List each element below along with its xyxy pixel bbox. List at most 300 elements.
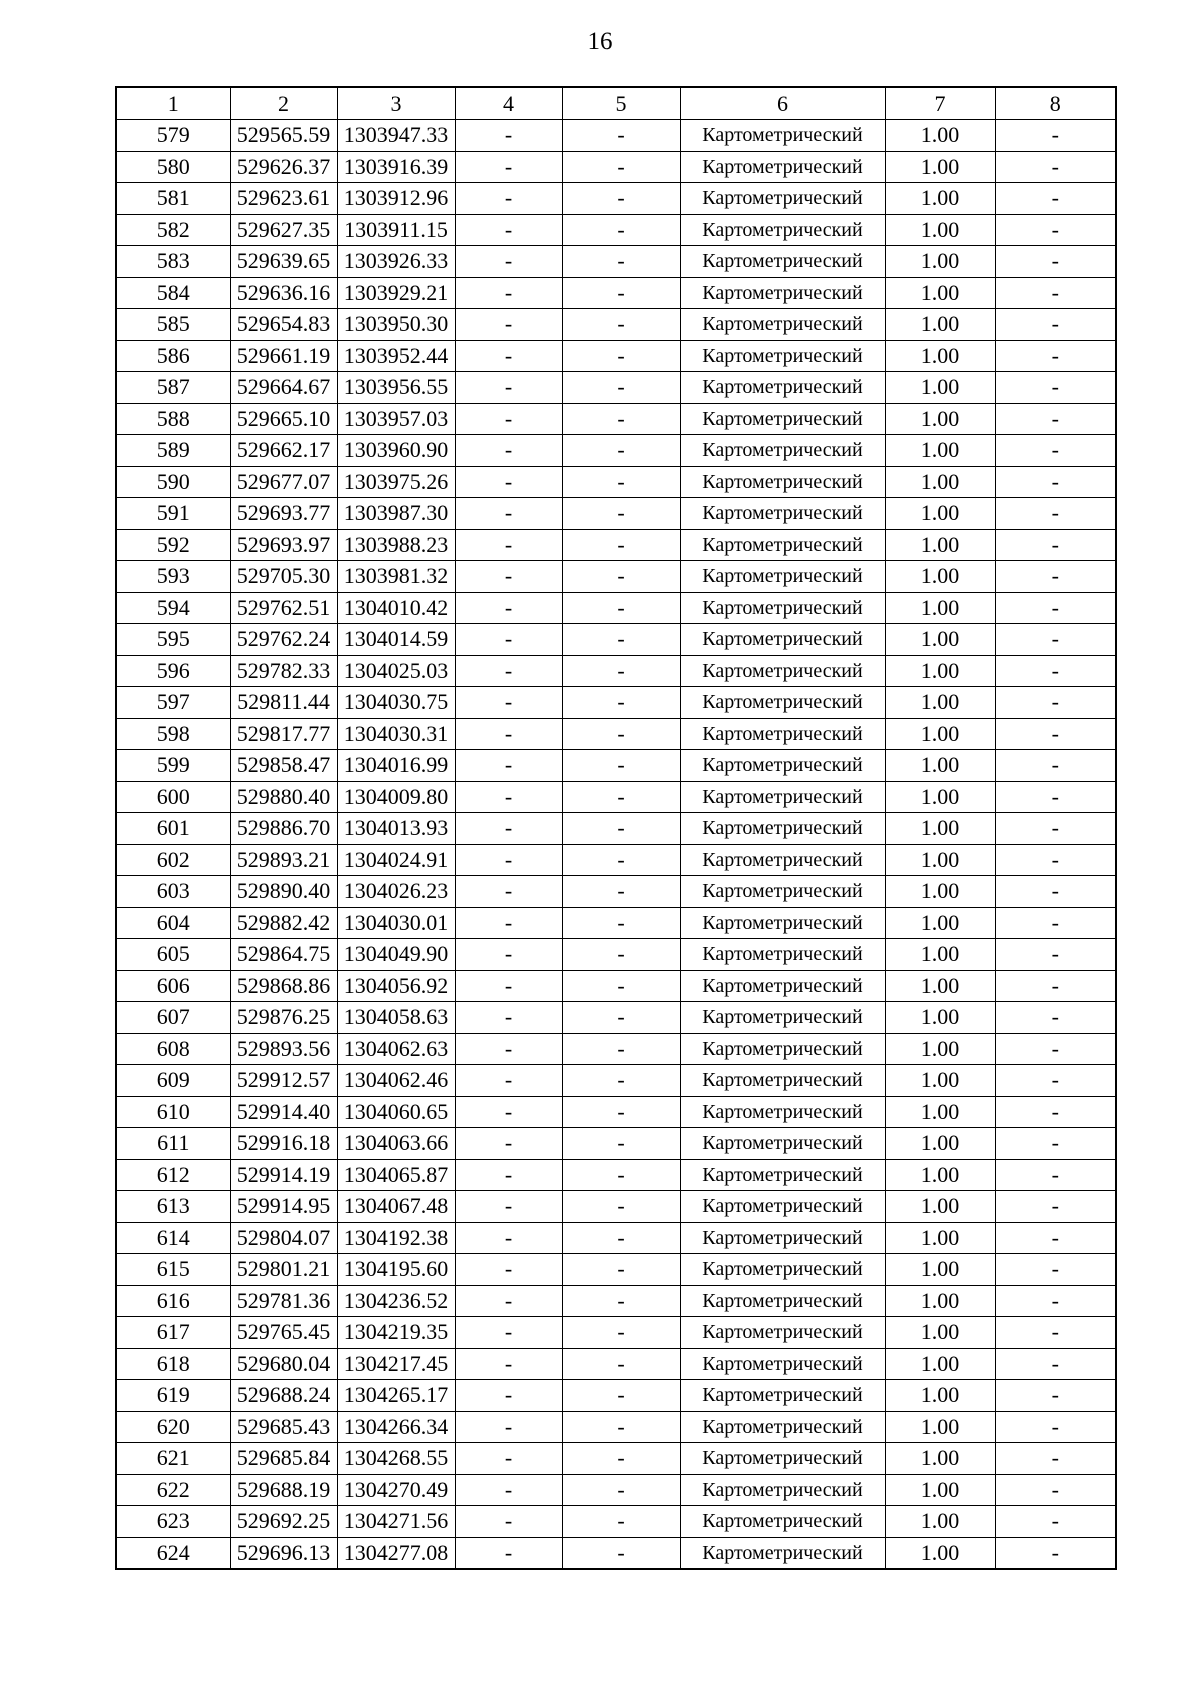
accuracy-cell: 1.00 [885,1002,995,1034]
x-coordinate-cell: 529661.19 [230,340,337,372]
col5-value-cell: - [562,750,680,782]
column-header: 3 [337,87,455,120]
x-coordinate-cell: 529623.61 [230,183,337,215]
col5-value-cell: - [562,876,680,908]
page-number: 16 [587,28,613,55]
point-number-cell: 602 [116,844,230,876]
accuracy-cell: 1.00 [885,1348,995,1380]
col4-value-cell: - [455,214,562,246]
point-number-cell: 618 [116,1348,230,1380]
accuracy-cell: 1.00 [885,340,995,372]
method-cell: Картометрический [680,529,885,561]
col4-value-cell: - [455,561,562,593]
accuracy-cell: 1.00 [885,498,995,530]
col8-value-cell: - [995,718,1116,750]
col8-value-cell: - [995,750,1116,782]
col8-value-cell: - [995,1033,1116,1065]
method-cell: Картометрический [680,1222,885,1254]
x-coordinate-cell: 529912.57 [230,1065,337,1097]
point-number-cell: 584 [116,277,230,309]
table-row [116,1096,1116,1128]
col4-value-cell: - [455,466,562,498]
col8-value-cell: - [995,466,1116,498]
method-cell: Картометрический [680,1065,885,1097]
col5-value-cell: - [562,403,680,435]
col5-value-cell: - [562,1443,680,1475]
y-coordinate-cell: 1303957.03 [337,403,455,435]
col8-value-cell: - [995,183,1116,215]
col8-value-cell: - [995,907,1116,939]
col4-value-cell: - [455,1411,562,1443]
x-coordinate-cell: 529868.86 [230,970,337,1002]
table-row [116,844,1116,876]
y-coordinate-cell: 1304236.52 [337,1285,455,1317]
table-row [116,403,1116,435]
col4-value-cell: - [455,1096,562,1128]
method-cell: Картометрический [680,750,885,782]
point-number-cell: 604 [116,907,230,939]
x-coordinate-cell: 529685.43 [230,1411,337,1443]
point-number-cell: 589 [116,435,230,467]
col5-value-cell: - [562,781,680,813]
table-row [116,750,1116,782]
x-coordinate-cell: 529662.17 [230,435,337,467]
col5-value-cell: - [562,1348,680,1380]
point-number-cell: 622 [116,1474,230,1506]
point-number-cell: 580 [116,151,230,183]
table-row [116,939,1116,971]
col5-value-cell: - [562,1222,680,1254]
col5-value-cell: - [562,435,680,467]
method-cell: Картометрический [680,1096,885,1128]
col4-value-cell: - [455,1033,562,1065]
method-cell: Картометрический [680,907,885,939]
col5-value-cell: - [562,844,680,876]
col8-value-cell: - [995,1380,1116,1412]
y-coordinate-cell: 1303988.23 [337,529,455,561]
col5-value-cell: - [562,1474,680,1506]
x-coordinate-cell: 529680.04 [230,1348,337,1380]
table-row [116,1222,1116,1254]
accuracy-cell: 1.00 [885,1191,995,1223]
accuracy-cell: 1.00 [885,1380,995,1412]
col4-value-cell: - [455,1285,562,1317]
y-coordinate-cell: 1303952.44 [337,340,455,372]
col4-value-cell: - [455,1254,562,1286]
col4-value-cell: - [455,592,562,624]
y-coordinate-cell: 1303987.30 [337,498,455,530]
table-row [116,1159,1116,1191]
x-coordinate-cell: 529636.16 [230,277,337,309]
col4-value-cell: - [455,403,562,435]
column-header: 6 [680,87,885,120]
method-cell: Картометрический [680,687,885,719]
table-row [116,1191,1116,1223]
accuracy-cell: 1.00 [885,1506,995,1538]
col5-value-cell: - [562,466,680,498]
col5-value-cell: - [562,687,680,719]
table-row [116,1254,1116,1286]
accuracy-cell: 1.00 [885,1537,995,1569]
table-row [116,718,1116,750]
point-number-cell: 588 [116,403,230,435]
col5-value-cell: - [562,498,680,530]
method-cell: Картометрический [680,151,885,183]
col4-value-cell: - [455,1443,562,1475]
col8-value-cell: - [995,1348,1116,1380]
col5-value-cell: - [562,1128,680,1160]
y-coordinate-cell: 1304266.34 [337,1411,455,1443]
col8-value-cell: - [995,372,1116,404]
method-cell: Картометрический [680,813,885,845]
method-cell: Картометрический [680,1159,885,1191]
col5-value-cell: - [562,592,680,624]
col5-value-cell: - [562,246,680,278]
col4-value-cell: - [455,498,562,530]
point-number-cell: 616 [116,1285,230,1317]
col8-value-cell: - [995,781,1116,813]
y-coordinate-cell: 1304013.93 [337,813,455,845]
y-coordinate-cell: 1304268.55 [337,1443,455,1475]
accuracy-cell: 1.00 [885,687,995,719]
accuracy-cell: 1.00 [885,1443,995,1475]
col4-value-cell: - [455,340,562,372]
x-coordinate-cell: 529880.40 [230,781,337,813]
col4-value-cell: - [455,1222,562,1254]
accuracy-cell: 1.00 [885,1065,995,1097]
y-coordinate-cell: 1303911.15 [337,214,455,246]
table-row [116,120,1116,152]
y-coordinate-cell: 1304277.08 [337,1537,455,1569]
col5-value-cell: - [562,309,680,341]
accuracy-cell: 1.00 [885,624,995,656]
col5-value-cell: - [562,1096,680,1128]
col8-value-cell: - [995,1065,1116,1097]
col5-value-cell: - [562,813,680,845]
method-cell: Картометрический [680,844,885,876]
y-coordinate-cell: 1303947.33 [337,120,455,152]
col8-value-cell: - [995,1285,1116,1317]
y-coordinate-cell: 1304026.23 [337,876,455,908]
y-coordinate-cell: 1304195.60 [337,1254,455,1286]
col4-value-cell: - [455,624,562,656]
x-coordinate-cell: 529762.24 [230,624,337,656]
col8-value-cell: - [995,1159,1116,1191]
method-cell: Картометрический [680,1317,885,1349]
col4-value-cell: - [455,1317,562,1349]
col4-value-cell: - [455,1065,562,1097]
x-coordinate-cell: 529781.36 [230,1285,337,1317]
accuracy-cell: 1.00 [885,151,995,183]
point-number-cell: 608 [116,1033,230,1065]
table-body [116,120,1116,1570]
point-number-cell: 586 [116,340,230,372]
col4-value-cell: - [455,246,562,278]
col4-value-cell: - [455,1159,562,1191]
method-cell: Картометрический [680,1443,885,1475]
col4-value-cell: - [455,907,562,939]
accuracy-cell: 1.00 [885,876,995,908]
col8-value-cell: - [995,1191,1116,1223]
col4-value-cell: - [455,372,562,404]
point-number-cell: 593 [116,561,230,593]
y-coordinate-cell: 1304030.01 [337,907,455,939]
method-cell: Картометрический [680,561,885,593]
col8-value-cell: - [995,246,1116,278]
col8-value-cell: - [995,1443,1116,1475]
column-header: 4 [455,87,562,120]
col5-value-cell: - [562,1411,680,1443]
y-coordinate-cell: 1304217.45 [337,1348,455,1380]
accuracy-cell: 1.00 [885,750,995,782]
col8-value-cell: - [995,1254,1116,1286]
point-number-cell: 611 [116,1128,230,1160]
y-coordinate-cell: 1303956.55 [337,372,455,404]
y-coordinate-cell: 1304009.80 [337,781,455,813]
y-coordinate-cell: 1304219.35 [337,1317,455,1349]
method-cell: Картометрический [680,435,885,467]
point-number-cell: 607 [116,1002,230,1034]
point-number-cell: 579 [116,120,230,152]
table-row [116,214,1116,246]
header-row [116,87,1116,120]
accuracy-cell: 1.00 [885,939,995,971]
col8-value-cell: - [995,340,1116,372]
column-header: 5 [562,87,680,120]
point-number-cell: 606 [116,970,230,1002]
col8-value-cell: - [995,844,1116,876]
method-cell: Картометрический [680,1411,885,1443]
x-coordinate-cell: 529914.19 [230,1159,337,1191]
table-row [116,970,1116,1002]
table-row [116,1443,1116,1475]
x-coordinate-cell: 529705.30 [230,561,337,593]
y-coordinate-cell: 1304025.03 [337,655,455,687]
col5-value-cell: - [562,561,680,593]
y-coordinate-cell: 1304065.87 [337,1159,455,1191]
x-coordinate-cell: 529762.51 [230,592,337,624]
table-row [116,466,1116,498]
accuracy-cell: 1.00 [885,372,995,404]
accuracy-cell: 1.00 [885,1254,995,1286]
col4-value-cell: - [455,718,562,750]
y-coordinate-cell: 1303960.90 [337,435,455,467]
table-row [116,498,1116,530]
y-coordinate-cell: 1304024.91 [337,844,455,876]
x-coordinate-cell: 529817.77 [230,718,337,750]
method-cell: Картометрический [680,1191,885,1223]
col8-value-cell: - [995,970,1116,1002]
method-cell: Картометрический [680,403,885,435]
table-row [116,277,1116,309]
x-coordinate-cell: 529664.67 [230,372,337,404]
accuracy-cell: 1.00 [885,466,995,498]
y-coordinate-cell: 1304030.31 [337,718,455,750]
accuracy-cell: 1.00 [885,246,995,278]
method-cell: Картометрический [680,970,885,1002]
y-coordinate-cell: 1303929.21 [337,277,455,309]
coordinates-table [115,86,1117,1570]
col4-value-cell: - [455,687,562,719]
col5-value-cell: - [562,1065,680,1097]
point-number-cell: 621 [116,1443,230,1475]
col4-value-cell: - [455,750,562,782]
y-coordinate-cell: 1304016.99 [337,750,455,782]
col8-value-cell: - [995,435,1116,467]
col8-value-cell: - [995,277,1116,309]
point-number-cell: 601 [116,813,230,845]
method-cell: Картометрический [680,277,885,309]
col4-value-cell: - [455,876,562,908]
table-row [116,781,1116,813]
x-coordinate-cell: 529914.40 [230,1096,337,1128]
table-row [116,1285,1116,1317]
method-cell: Картометрический [680,183,885,215]
point-number-cell: 614 [116,1222,230,1254]
col5-value-cell: - [562,340,680,372]
accuracy-cell: 1.00 [885,655,995,687]
accuracy-cell: 1.00 [885,1285,995,1317]
column-header: 1 [116,87,230,120]
col8-value-cell: - [995,876,1116,908]
method-cell: Картометрический [680,372,885,404]
point-number-cell: 623 [116,1506,230,1538]
col8-value-cell: - [995,655,1116,687]
point-number-cell: 595 [116,624,230,656]
method-cell: Картометрический [680,781,885,813]
table-row [116,561,1116,593]
table-row [116,1380,1116,1412]
accuracy-cell: 1.00 [885,183,995,215]
x-coordinate-cell: 529882.42 [230,907,337,939]
table-row [116,1002,1116,1034]
x-coordinate-cell: 529914.95 [230,1191,337,1223]
accuracy-cell: 1.00 [885,844,995,876]
col4-value-cell: - [455,151,562,183]
x-coordinate-cell: 529876.25 [230,1002,337,1034]
col8-value-cell: - [995,529,1116,561]
x-coordinate-cell: 529782.33 [230,655,337,687]
method-cell: Картометрический [680,1380,885,1412]
col4-value-cell: - [455,1348,562,1380]
method-cell: Картометрический [680,214,885,246]
col4-value-cell: - [455,120,562,152]
y-coordinate-cell: 1304067.48 [337,1191,455,1223]
table-row [116,624,1116,656]
point-number-cell: 590 [116,466,230,498]
accuracy-cell: 1.00 [885,403,995,435]
point-number-cell: 603 [116,876,230,908]
accuracy-cell: 1.00 [885,1033,995,1065]
col8-value-cell: - [995,214,1116,246]
accuracy-cell: 1.00 [885,813,995,845]
y-coordinate-cell: 1303926.33 [337,246,455,278]
col5-value-cell: - [562,970,680,1002]
col4-value-cell: - [455,1191,562,1223]
accuracy-cell: 1.00 [885,718,995,750]
col4-value-cell: - [455,1380,562,1412]
col8-value-cell: - [995,813,1116,845]
x-coordinate-cell: 529565.59 [230,120,337,152]
table-row [116,1128,1116,1160]
accuracy-cell: 1.00 [885,781,995,813]
accuracy-cell: 1.00 [885,592,995,624]
method-cell: Картометрический [680,1348,885,1380]
table-row [116,1474,1116,1506]
x-coordinate-cell: 529677.07 [230,466,337,498]
point-number-cell: 581 [116,183,230,215]
point-number-cell: 619 [116,1380,230,1412]
col8-value-cell: - [995,1222,1116,1254]
point-number-cell: 598 [116,718,230,750]
table-row [116,876,1116,908]
method-cell: Картометрический [680,876,885,908]
table-row [116,907,1116,939]
point-number-cell: 591 [116,498,230,530]
table-row [116,1506,1116,1538]
col4-value-cell: - [455,781,562,813]
col4-value-cell: - [455,435,562,467]
col5-value-cell: - [562,1285,680,1317]
point-number-cell: 617 [116,1317,230,1349]
x-coordinate-cell: 529886.70 [230,813,337,845]
point-number-cell: 613 [116,1191,230,1223]
col5-value-cell: - [562,183,680,215]
x-coordinate-cell: 529685.84 [230,1443,337,1475]
col8-value-cell: - [995,939,1116,971]
col8-value-cell: - [995,1506,1116,1538]
col8-value-cell: - [995,151,1116,183]
method-cell: Картометрический [680,624,885,656]
x-coordinate-cell: 529688.19 [230,1474,337,1506]
x-coordinate-cell: 529801.21 [230,1254,337,1286]
y-coordinate-cell: 1303981.32 [337,561,455,593]
accuracy-cell: 1.00 [885,120,995,152]
point-number-cell: 600 [116,781,230,813]
col4-value-cell: - [455,1474,562,1506]
table-row [116,309,1116,341]
y-coordinate-cell: 1303975.26 [337,466,455,498]
accuracy-cell: 1.00 [885,435,995,467]
x-coordinate-cell: 529893.56 [230,1033,337,1065]
accuracy-cell: 1.00 [885,309,995,341]
table-row [116,340,1116,372]
method-cell: Картометрический [680,466,885,498]
accuracy-cell: 1.00 [885,529,995,561]
col8-value-cell: - [995,592,1116,624]
col5-value-cell: - [562,529,680,561]
method-cell: Картометрический [680,592,885,624]
x-coordinate-cell: 529696.13 [230,1537,337,1569]
col5-value-cell: - [562,214,680,246]
col8-value-cell: - [995,403,1116,435]
col5-value-cell: - [562,624,680,656]
accuracy-cell: 1.00 [885,907,995,939]
y-coordinate-cell: 1304010.42 [337,592,455,624]
accuracy-cell: 1.00 [885,1411,995,1443]
y-coordinate-cell: 1304014.59 [337,624,455,656]
x-coordinate-cell: 529864.75 [230,939,337,971]
point-number-cell: 610 [116,1096,230,1128]
point-number-cell: 597 [116,687,230,719]
method-cell: Картометрический [680,1254,885,1286]
method-cell: Картометрический [680,655,885,687]
x-coordinate-cell: 529688.24 [230,1380,337,1412]
x-coordinate-cell: 529765.45 [230,1317,337,1349]
x-coordinate-cell: 529804.07 [230,1222,337,1254]
column-header: 2 [230,87,337,120]
col5-value-cell: - [562,277,680,309]
